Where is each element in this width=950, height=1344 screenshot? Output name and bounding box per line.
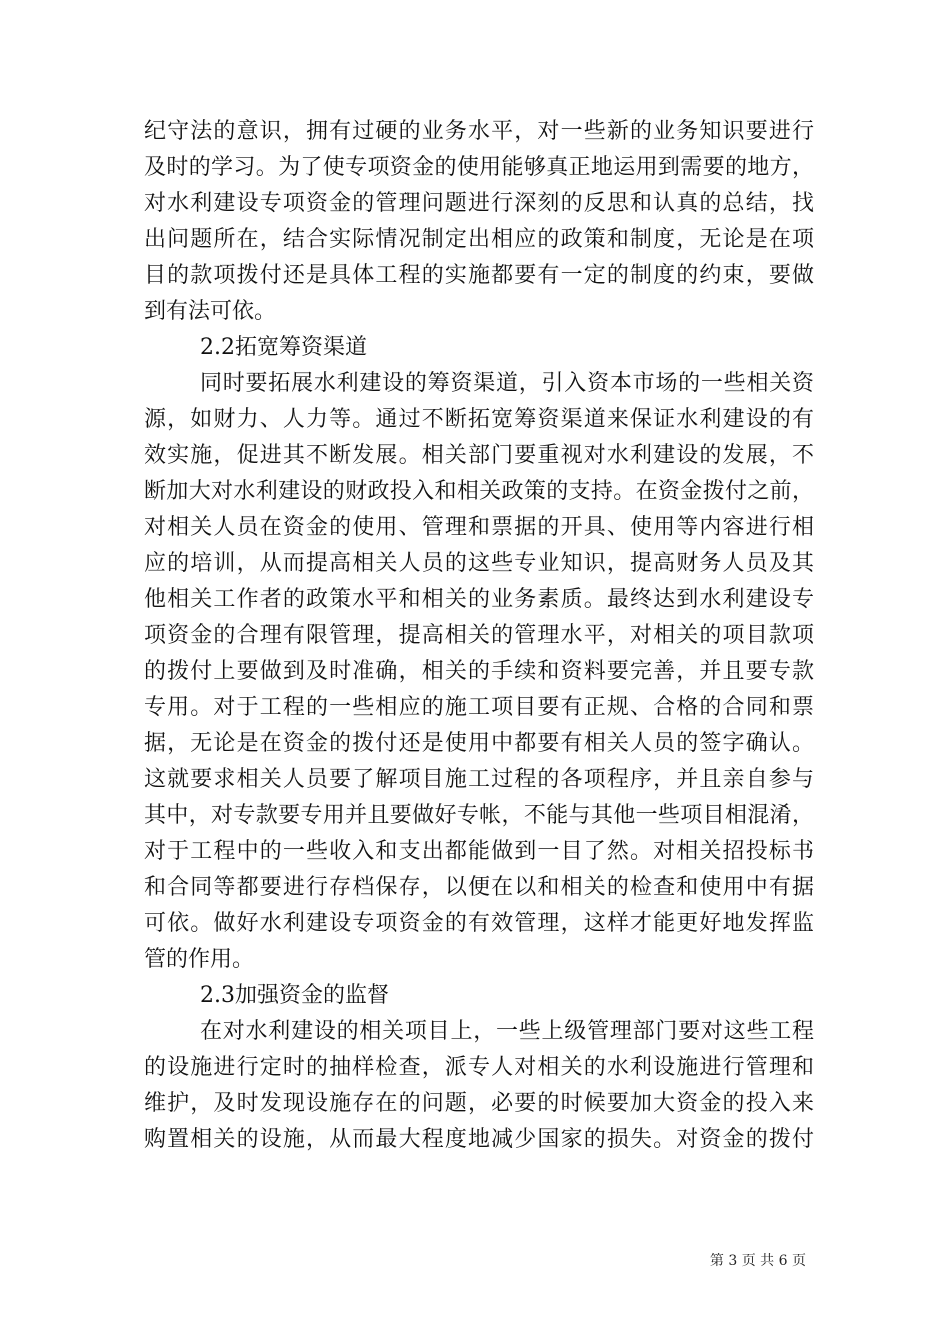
- text-line: 在对水利建设的相关项目上，一些上级管理部门要对这些工程: [200, 1019, 814, 1044]
- text-line: 出问题所在，结合实际情况制定出相应的政策和制度，无论是在项: [144, 227, 814, 252]
- text-line: 维护，及时发现设施存在的问题，必要的时候要加大资金的投入来: [144, 1091, 814, 1116]
- text-line: 这就要求相关人员要了解项目施工过程的各项程序，并且亲自参与: [144, 767, 814, 792]
- text-line: 源，如财力、人力等。通过不断拓宽筹资渠道来保证水利建设的有: [144, 407, 814, 432]
- text-line: 及时的学习。为了使专项资金的使用能够真正地运用到需要的地方，: [144, 155, 814, 180]
- text-line: 断加大对水利建设的财政投入和相关政策的支持。在资金拨付之前，: [144, 479, 814, 504]
- text-line: 其中，对专款要专用并且要做好专帐，不能与其他一些项目相混淆，: [144, 803, 814, 828]
- text-line: 可依。做好水利建设专项资金的有效管理，这样才能更好地发挥监: [144, 911, 814, 936]
- document-body: [144, 114, 814, 1158]
- text-line: 专用。对于工程的一些相应的施工项目要有正规、合格的合同和票: [144, 695, 814, 720]
- text-line: 对水利建设专项资金的管理问题进行深刻的反思和认真的总结，找: [144, 191, 814, 216]
- section-heading: 2.3加强资金的监督: [200, 983, 389, 1008]
- text-line: 的设施进行定时的抽样检查，派专人对相关的水利设施进行管理和: [144, 1055, 814, 1080]
- text-line: 效实施，促进其不断发展。相关部门要重视对水利建设的发展，不: [144, 443, 814, 468]
- text-line: 他相关工作者的政策水平和相关的业务素质。最终达到水利建设专: [144, 587, 814, 612]
- text-line: 项资金的合理有限管理，提高相关的管理水平，对相关的项目款项: [144, 623, 814, 648]
- text-line: 纪守法的意识，拥有过硬的业务水平，对一些新的业务知识要进行: [144, 119, 814, 144]
- text-line: 据，无论是在资金的拨付还是使用中都要有相关人员的签字确认。: [144, 731, 814, 756]
- text-line: 同时要拓展水利建设的筹资渠道，引入资本市场的一些相关资: [200, 371, 814, 396]
- text-line: 应的培训，从而提高相关人员的这些专业知识，提高财务人员及其: [144, 551, 814, 576]
- text-line: 管的作用。: [144, 947, 255, 972]
- text-line: 到有法可依。: [144, 299, 277, 324]
- text-line: 购置相关的设施，从而最大程度地减少国家的损失。对资金的拨付: [144, 1127, 814, 1152]
- text-line: 对相关人员在资金的使用、管理和票据的开具、使用等内容进行相: [144, 515, 814, 540]
- section-heading: 2.2拓宽筹资渠道: [200, 335, 367, 360]
- text-line: 对于工程中的一些收入和支出都能做到一目了然。对相关招投标书: [144, 839, 814, 864]
- text-line: 和合同等都要进行存档保存，以便在以和相关的检查和使用中有据: [144, 875, 814, 900]
- text-line: 的拨付上要做到及时准确，相关的手续和资料要完善，并且要专款: [144, 659, 814, 684]
- text-line: 目的款项拨付还是具体工程的实施都要有一定的制度的约束，要做: [144, 263, 814, 288]
- page-number-footer: 第 3 页 共 6 页: [709, 1253, 806, 1269]
